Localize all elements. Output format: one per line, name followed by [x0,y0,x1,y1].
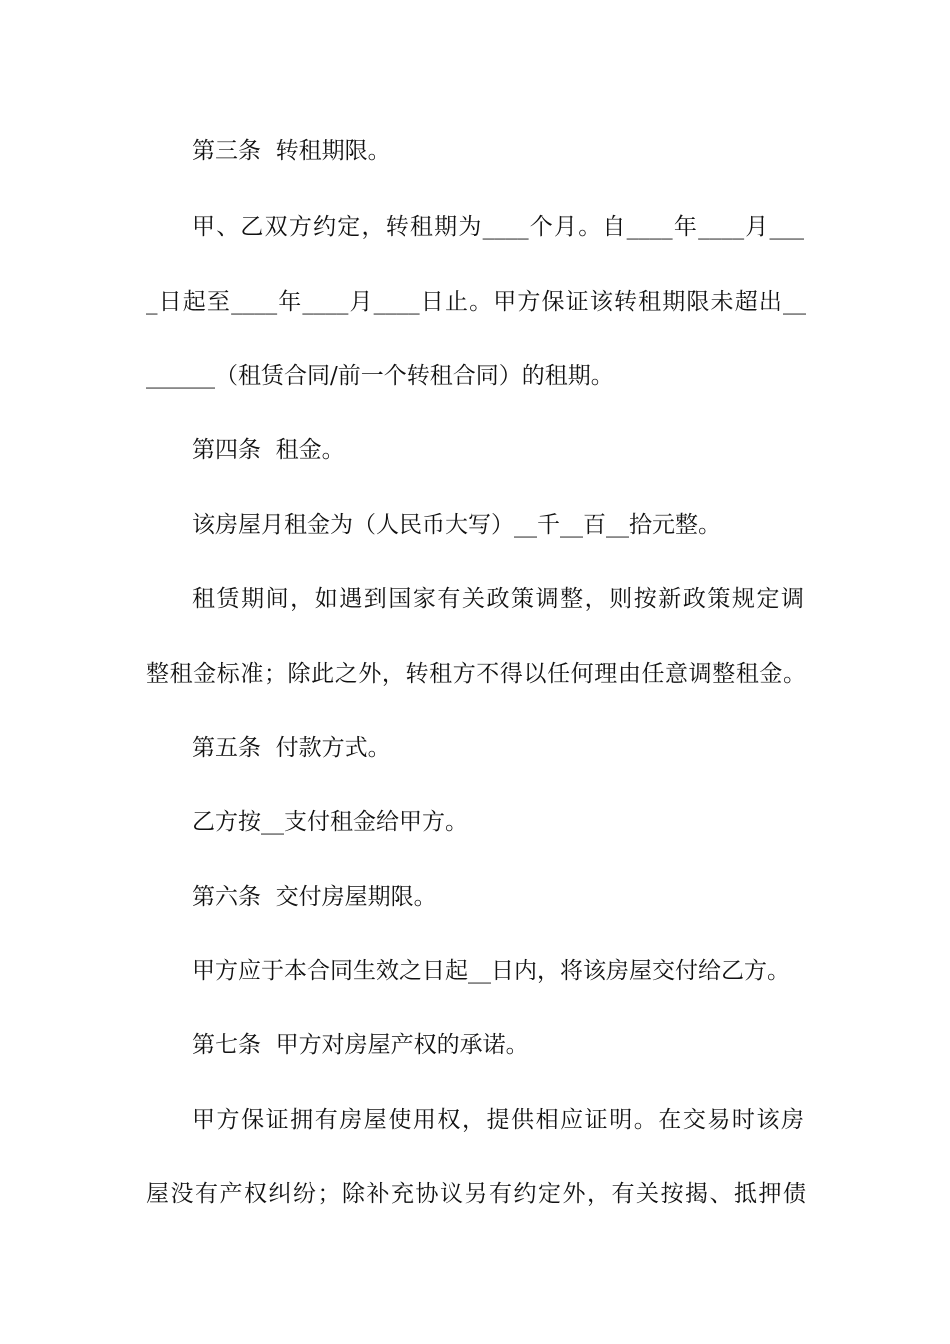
paragraph-line: 乙方按__支付租金给甲方。 [192,809,468,835]
paragraph-line: 甲方应于本合同生效之日起__日内，将该房屋交付给乙方。 [192,958,790,984]
paragraph-line: 甲方保证拥有房屋使用权，提供相应证明。在交易时该房 [192,1107,804,1133]
paragraph-line: _日起至____年____月____日止。甲方保证该转租期限未超出__ [146,289,806,315]
article-5-heading: 第五条 付款方式。 [192,735,391,761]
paragraph-line: 甲、乙双方约定，转租期为____个月。自____年____月___ [192,214,804,240]
paragraph-line: 屋没有产权纠纷；除补充协议另有约定外，有关按揭、抵押债 [146,1181,806,1207]
paragraph-line: 该房屋月租金为（人民币大写）__千__百__拾元整。 [192,512,721,538]
paragraph-line: ______（租赁合同/前一个转租合同）的租期。 [146,363,614,389]
article-3-heading: 第三条 转租期限。 [192,138,391,164]
paragraph-line: 整租金标准；除此之外，转租方不得以任何理由任意调整租金。 [146,661,806,687]
paragraph-line: 租赁期间，如遇到国家有关政策调整，则按新政策规定调 [192,586,804,612]
article-4-heading: 第四条 租金。 [192,437,345,463]
article-7-heading: 第七条 甲方对房屋产权的承诺。 [192,1032,529,1058]
article-6-heading: 第六条 交付房屋期限。 [192,884,437,910]
